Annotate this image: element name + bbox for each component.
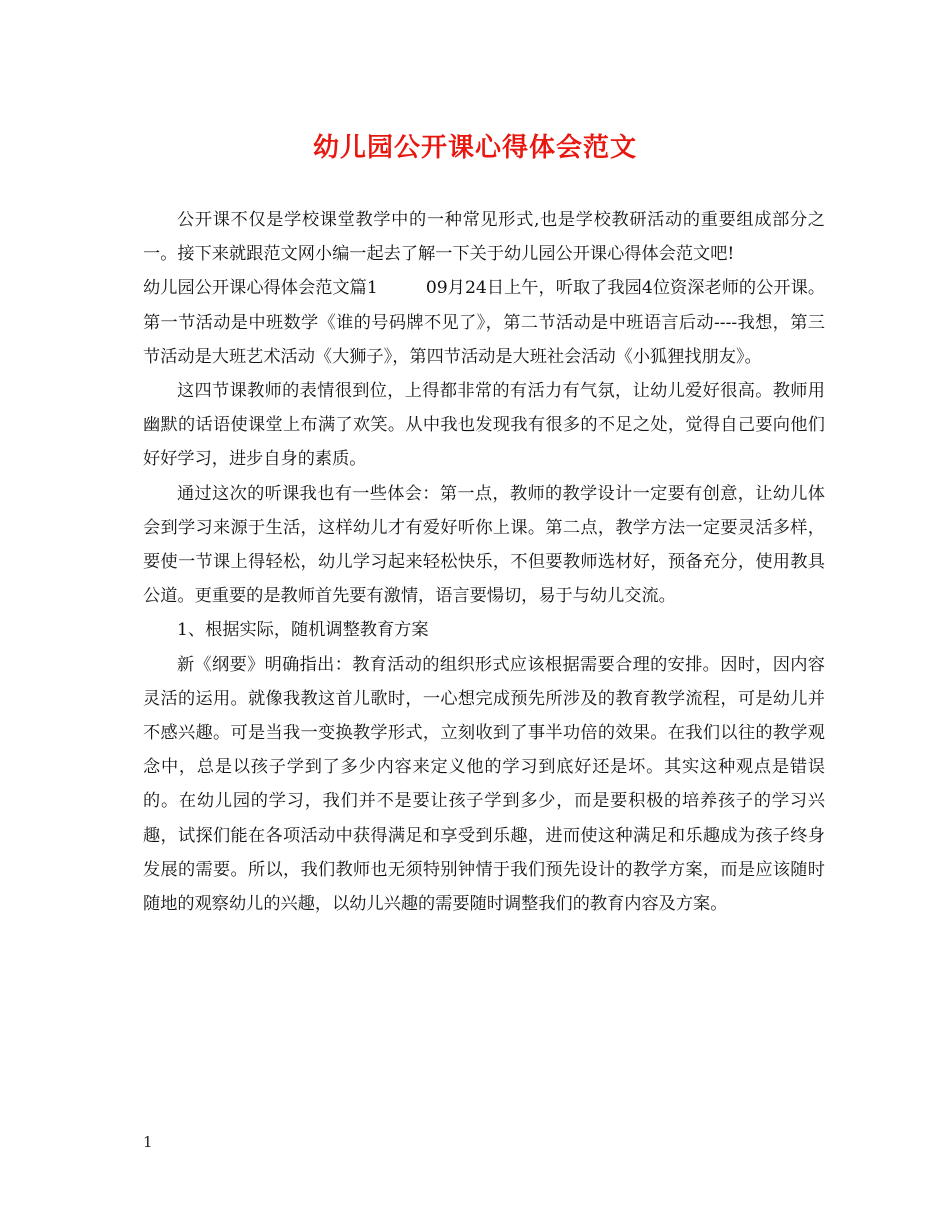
article-paragraph-1 xyxy=(143,271,825,374)
article-heading: 幼儿园公开课心得体会范文篇1 xyxy=(143,278,378,299)
article-paragraph-1-text: 09月24日上午，听取了我园4位资深老师的公开课。第一节活动是中班数学《谁的号码牌不见了》，第二节活动是中班语言后动----我想，第三节活动是大班艺术活动《大狮子》，第四节活动是大班社会活动《小狐狸找朋友》。 xyxy=(143,278,826,367)
intro-paragraph: 公开课不仅是学校课堂教学中的一种常见形式,也是学校教研活动的重要组成部分之一。接下来就跟范文网小编一起去了解一下关于幼儿园公开课心得体会范文吧! xyxy=(143,210,825,265)
page-number: 1 xyxy=(143,1133,153,1151)
document-title: 幼儿园公开课心得体会范文 xyxy=(312,133,637,163)
article-paragraph-2: 这四节课教师的表情很到位，上得都非常的有活力有气氛，让幼儿爱好很高。教师用幽默的话语使课堂上布满了欢笑。从中我也发现我有很多的不足之处，觉得自己要向他们好好学习，进步自身的素质。 xyxy=(143,381,825,470)
document-body xyxy=(143,203,825,921)
article-paragraph-3: 通过这次的听课我也有一些体会：第一点，教师的教学设计一定要有创意，让幼儿体会到学习来源于生活，这样幼儿才有爱好听你上课。第二点，教学方法一定要灵活多样，要使一节课上得轻松，幼儿学习起来轻松快乐，不但要教师选材好，预备充分，使用教具公道。更重要的是教师首先要有激情，语言要愓切，易于与幼儿交流。 xyxy=(143,483,825,607)
article-paragraph-4: 新《纲要》明确指出：教育活动的组织形式应该根据需要合理的安排。因时，因内容灵活的运用。就像我教这首儿歌时，一心想完成预先所涉及的教育教学流程，可是幼儿并不感兴趣。可是当我一变换教学形式，立刻收到了事半功倍的效果。在我们以往的教学观念中，总是以孩子学到了多少内容来定义他的学习到底好还是坏。其实这种观点是错误的。在幼儿园的学习，我们并不是要让孩子学到多少，而是要积极的培养孩子的学习兴趣，试探们能在各项活动中获得满足和享受到乐趣，进而使这种满足和乐趣成为孩子终身发展的需要。所以，我们教师也无须特别钟情于我们预先设计的教学方案，而是应该随时随地的观察幼儿的兴趣，以幼儿兴趣的需要随时调整我们的教育内容及方案。 xyxy=(143,654,825,915)
section-heading: 1、根据实际，随机调整教育方案 xyxy=(177,620,429,641)
